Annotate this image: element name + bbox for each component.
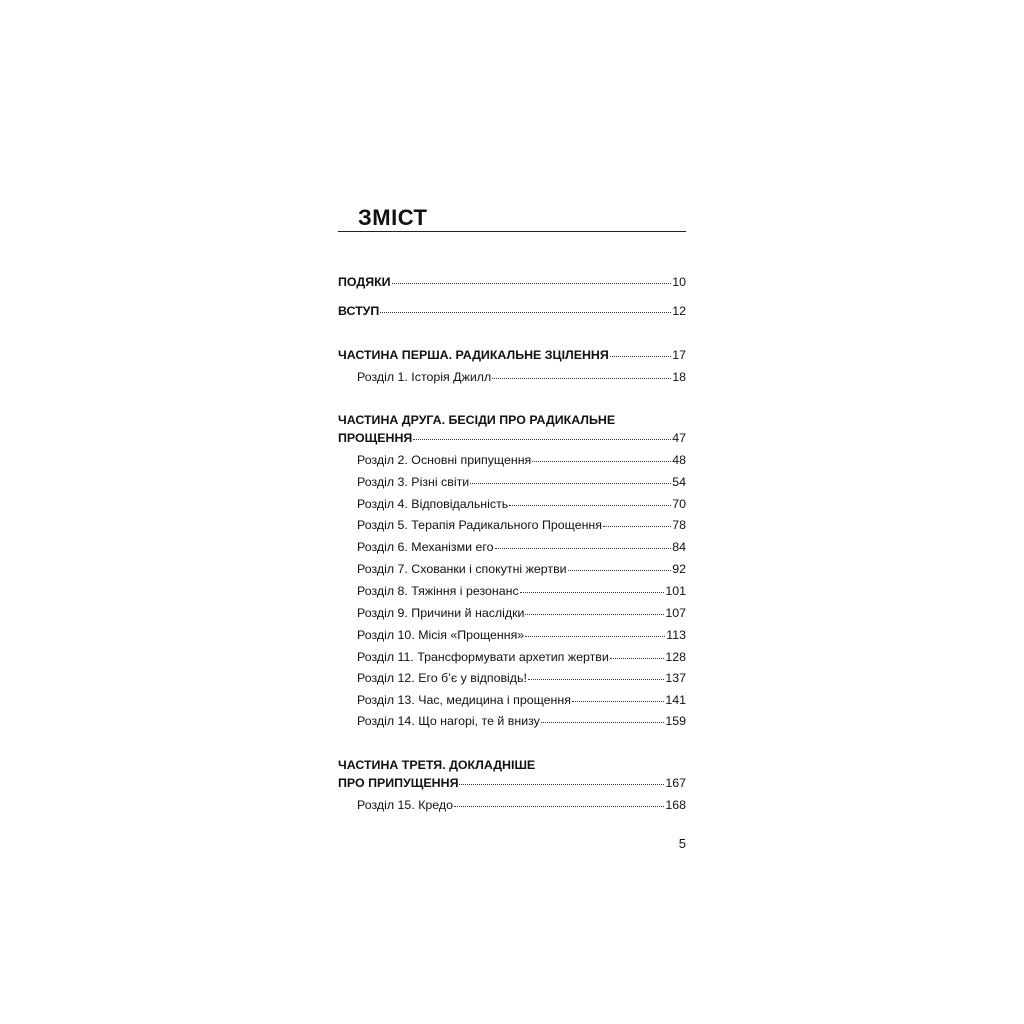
leader-dots [610,356,671,357]
toc-chapter-14[interactable] [357,712,686,730]
toc-part-3-title-line1: ЧАСТИНА ТРЕТЯ. ДОКЛАДНІШЕ [338,758,536,772]
toc-entry-label: Розділ 11. Трансформувати архетип жертви [357,650,609,664]
toc-entry-label: ПРО ПРИПУЩЕННЯ [338,776,459,790]
toc-entry-page: 141 [665,693,686,707]
toc-entry-label: Розділ 6. Механізми его [357,540,494,554]
toc-entry-page: 168 [665,798,686,812]
toc-entry-label: ВСТУП [338,304,380,318]
toc-entry-label: Розділ 3. Різні світи [357,475,470,489]
toc-entry-page: 137 [665,671,686,685]
toc-entry-label: Розділ 12. Его б’є у відповідь! [357,671,527,685]
leader-dots [532,461,671,462]
toc-part-3[interactable] [338,774,686,792]
toc-entry-label: ЧАСТИНА ПЕРША. РАДИКАЛЬНЕ ЗЦІЛЕННЯ [338,348,609,362]
toc-entry-page: 70 [672,497,686,511]
toc-page [338,0,686,1024]
toc-entry-label: Розділ 13. Час, медицина і прощення [357,693,571,707]
leader-dots [413,439,671,440]
leader-dots [470,483,671,484]
leader-dots [603,526,671,527]
toc-part-1[interactable] [338,346,686,364]
toc-entry-page: 12 [672,304,686,318]
leader-dots [528,679,664,680]
toc-chapter-6[interactable] [357,538,686,556]
toc-entry-page: 113 [666,628,686,642]
toc-entry-label: Розділ 15. Кредо [357,798,454,812]
toc-entry-label: Розділ 14. Що нагорі, те й внизу [357,714,540,728]
leader-dots [520,592,665,593]
toc-chapter-5[interactable] [357,516,686,534]
toc-entry-page: 54 [672,475,686,489]
toc-entry-page: 18 [672,370,686,384]
toc-entry-label: Розділ 4. Відповідальність [357,497,509,511]
toc-entry-label: Розділ 10. Місія «Прощення» [357,628,525,642]
toc-entry-page: 167 [665,776,686,790]
toc-entry-label: Розділ 7. Схованки і спокутні жертви [357,562,567,576]
toc-entry-page: 48 [672,453,686,467]
toc-chapter-12[interactable] [357,669,686,687]
leader-dots [572,701,664,702]
toc-chapter-8[interactable] [357,582,686,600]
toc-entry-label: Розділ 5. Терапія Радикального Прощення [357,518,602,532]
toc-entry-label: Розділ 8. Тяжіння і резонанс [357,584,519,598]
toc-entry-page: 107 [665,606,686,620]
toc-entry-vstup[interactable] [338,302,686,320]
toc-part-2-title-line1: ЧАСТИНА ДРУГА. БЕСІДИ ПРО РАДИКАЛЬНЕ [338,413,616,427]
toc-entry-page: 78 [672,518,686,532]
toc-chapter-2[interactable] [357,451,686,469]
toc-part-2[interactable] [338,429,686,447]
leader-dots [525,636,665,637]
title-rule [338,231,686,232]
toc-entry-label: ПРОЩЕННЯ [338,431,413,445]
leader-dots [568,570,672,571]
toc-entry-label: Розділ 1. Історія Джилл [357,370,492,384]
leader-dots [492,378,671,379]
toc-chapter-3[interactable] [357,473,686,491]
toc-chapter-1[interactable] [357,368,686,386]
toc-entry-page: 159 [665,714,686,728]
toc-entry-podyaky[interactable] [338,273,686,291]
leader-dots [509,505,671,506]
toc-chapter-4[interactable] [357,495,686,513]
page-title: ЗМІСТ [358,205,428,230]
toc-entry-page: 92 [672,562,686,576]
leader-dots [392,283,672,284]
toc-chapter-10[interactable] [357,626,686,644]
toc-entry-page: 84 [672,540,686,554]
page-number: 5 [678,836,686,851]
toc-chapter-13[interactable] [357,691,686,709]
leader-dots [525,614,664,615]
leader-dots [541,722,664,723]
toc-entry-label: ПОДЯКИ [338,275,391,289]
toc-chapter-15[interactable] [357,796,686,814]
toc-entry-page: 101 [665,584,686,598]
toc-entry-page: 17 [672,348,686,362]
toc-chapter-11[interactable] [357,648,686,666]
leader-dots [610,658,665,659]
toc-entry-label: Розділ 9. Причини й наслідки [357,606,525,620]
toc-entry-page: 10 [672,275,686,289]
leader-dots [380,312,671,313]
toc-chapter-9[interactable] [357,604,686,622]
leader-dots [454,806,664,807]
toc-entry-page: 128 [665,650,686,664]
leader-dots [495,548,672,549]
toc-chapter-7[interactable] [357,560,686,578]
leader-dots [459,784,664,785]
toc-entry-label: Розділ 2. Основні припущення [357,453,532,467]
toc-entry-page: 47 [672,431,686,445]
